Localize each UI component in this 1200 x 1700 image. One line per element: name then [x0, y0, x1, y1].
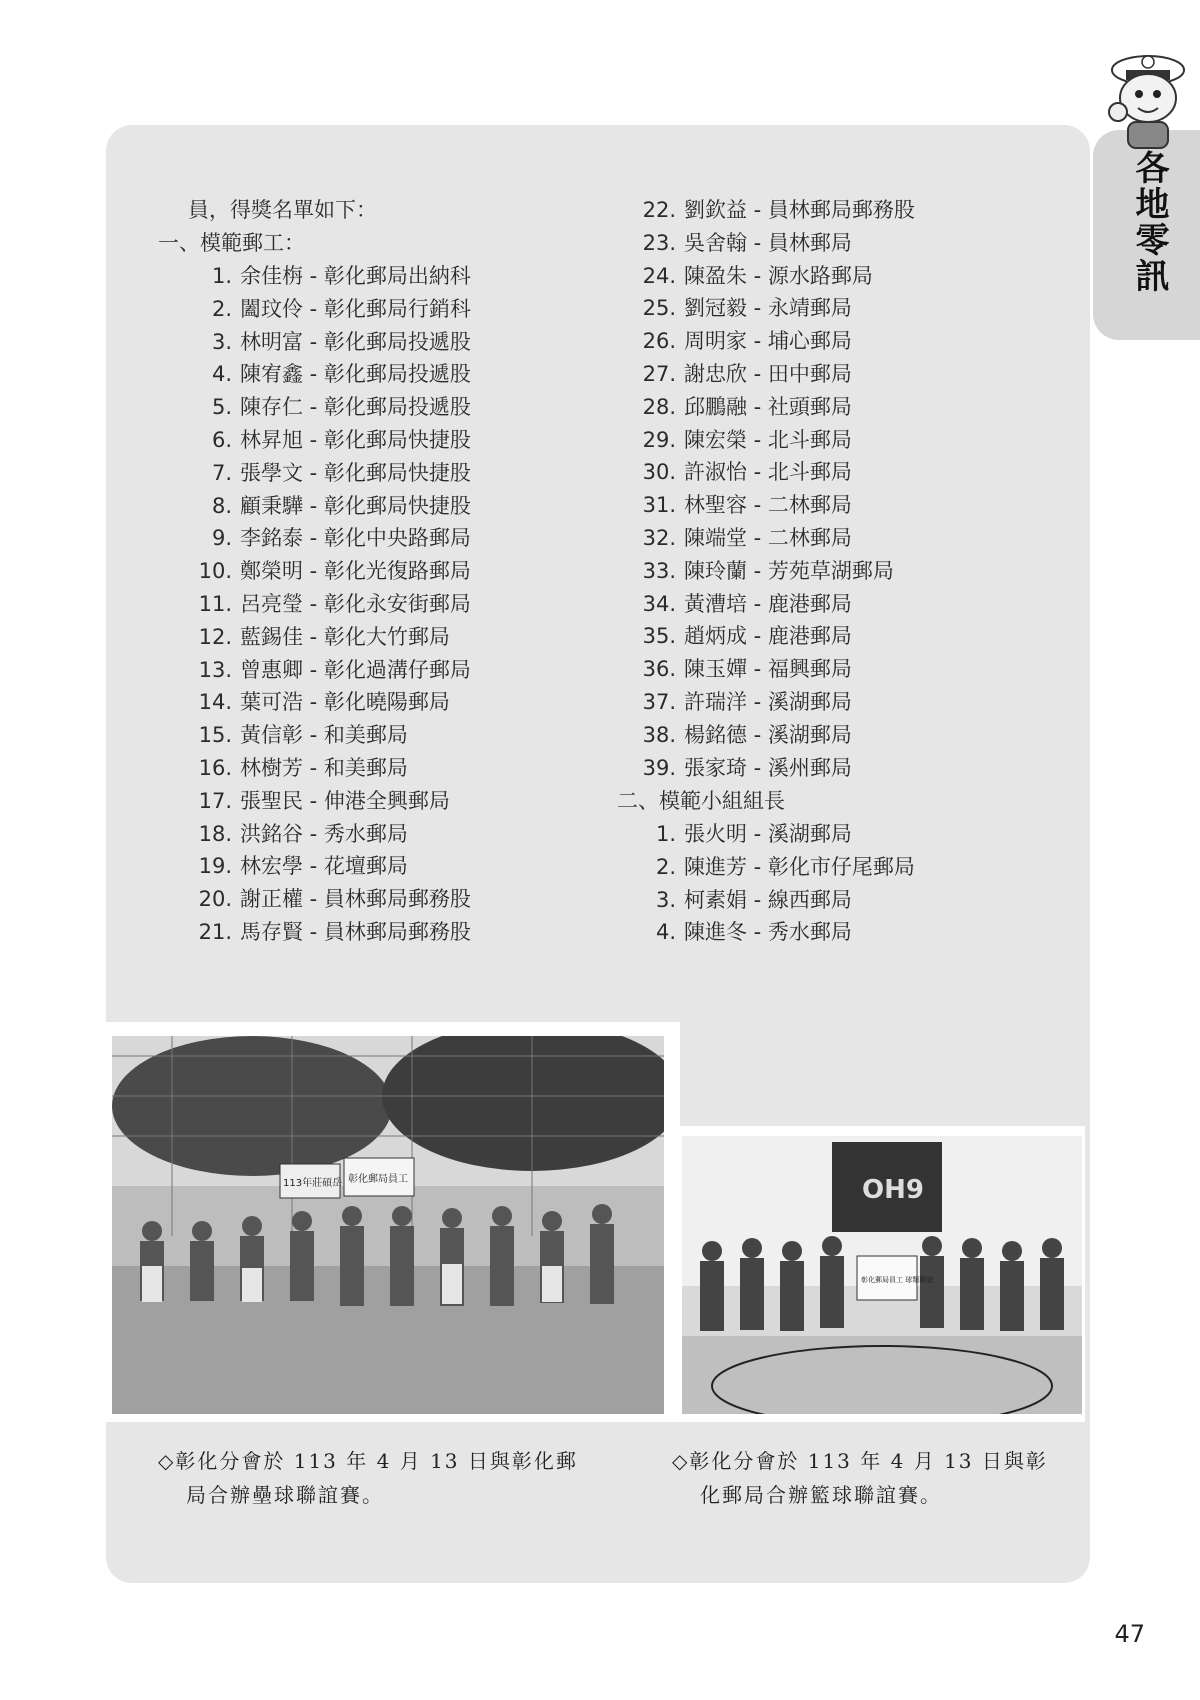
list-item-text: 張聖民 - 伸港全興郵局 — [240, 788, 450, 813]
softball-banner-text-2: 彰化郵局員工 — [348, 1174, 408, 1185]
list-item-text: 楊銘德 - 溪湖郵局 — [684, 722, 852, 747]
list-item-text: 林明富 - 彰化郵局投遞股 — [240, 329, 471, 354]
list-item — [640, 456, 915, 489]
list-item-number: 12. — [198, 624, 232, 649]
list-item — [196, 293, 471, 326]
list-item-text: 林昇旭 - 彰化郵局快捷股 — [240, 427, 471, 452]
list-item — [640, 358, 915, 391]
list-item-text: 陳宥鑫 - 彰化郵局投遞股 — [240, 362, 471, 387]
list-item-number: 11. — [198, 591, 232, 616]
list-item-number: 4. — [211, 362, 232, 387]
section-tab-label: 各地零訊 — [1129, 150, 1169, 294]
list-item-number: 15. — [198, 723, 232, 748]
list-item-text: 陳玉嬋 - 福興郵局 — [684, 657, 852, 682]
list-item — [640, 916, 915, 949]
list-item-number: 25. — [642, 296, 676, 321]
list-item — [640, 851, 915, 884]
list-item — [196, 490, 471, 523]
list-item — [196, 850, 471, 883]
list-item-number: 17. — [198, 788, 232, 813]
list-item-text: 謝正權 - 員林郵局郵務股 — [240, 887, 471, 912]
list-item-number: 3. — [211, 329, 232, 354]
list-item — [640, 588, 915, 621]
softball-banner-text: 113年莊碩岳 — [283, 1178, 343, 1189]
list-item-text: 劉冠毅 - 永靖郵局 — [684, 296, 852, 321]
list-item-text: 曾惠卿 - 彰化過溝仔郵局 — [240, 657, 471, 682]
list-item-number: 2. — [211, 296, 232, 321]
list-item-number: 4. — [655, 920, 676, 945]
list-item — [640, 489, 915, 522]
list-item-text: 李銘泰 - 彰化中央路郵局 — [240, 526, 471, 551]
list-item — [196, 686, 471, 719]
list-item-number: 23. — [642, 230, 676, 255]
list-item-text: 吳舍翰 - 員林郵局 — [684, 230, 852, 255]
list-item — [640, 620, 915, 653]
softball-team-photo — [112, 1036, 664, 1414]
basketball-banner-text: OH9 — [862, 1175, 924, 1205]
list-item-number: 5. — [211, 395, 232, 420]
list-item-text: 顧秉驊 - 彰化郵局快捷股 — [240, 493, 471, 518]
list-item — [196, 391, 471, 424]
list-item-text: 呂亮瑩 - 彰化永安街郵局 — [240, 591, 471, 616]
list-item-text: 黃信彰 - 和美郵局 — [240, 723, 408, 748]
list-item-text: 陳宏榮 - 北斗郵局 — [684, 427, 852, 452]
list-item-number: 34. — [642, 591, 676, 616]
list-item-number: 35. — [642, 624, 676, 649]
list-item-text: 洪銘谷 - 秀水郵局 — [240, 821, 408, 846]
intro-line: 員，得獎名單如下： — [188, 198, 377, 222]
list-item-text: 許淑怡 - 北斗郵局 — [684, 460, 852, 485]
list-item — [196, 785, 471, 818]
list-item-text: 陳進芳 - 彰化市仔尾郵局 — [684, 854, 915, 879]
list-item-text: 陳進冬 - 秀水郵局 — [684, 920, 852, 945]
list-item — [196, 916, 471, 949]
list-item — [196, 260, 471, 293]
list-item — [640, 653, 915, 686]
list-item-number: 32. — [642, 525, 676, 550]
list-item-number: 7. — [211, 460, 232, 485]
list-item — [196, 752, 471, 785]
list-item-text: 柯素娟 - 線西郵局 — [684, 887, 852, 912]
list-item-number: 33. — [642, 558, 676, 583]
basketball-team-photo — [682, 1136, 1082, 1414]
list-item-text: 許瑞洋 - 溪湖郵局 — [684, 689, 852, 714]
list-item-text: 劉欽益 - 員林郵局郵務股 — [684, 198, 915, 222]
list-item — [640, 227, 915, 260]
list-item-number: 30. — [642, 460, 676, 485]
list-item — [196, 457, 471, 490]
list-item — [640, 325, 915, 358]
list-item-text: 黃漕培 - 鹿港郵局 — [684, 591, 852, 616]
list-item — [640, 719, 915, 752]
list-item-text: 邱鵬融 - 社頭郵局 — [684, 394, 852, 419]
list-item-number: 13. — [198, 657, 232, 682]
list-item-number: 36. — [642, 657, 676, 682]
category-2-heading: 二、模範小組組長 — [617, 789, 785, 813]
list-item-number: 31. — [642, 493, 676, 518]
list-item — [640, 686, 915, 719]
list-item-number: 27. — [642, 361, 676, 386]
caption-softball-line-1: ◇彰化分會於 113 年 4 月 13 日與彰化郵 — [158, 1449, 578, 1473]
list-item — [196, 424, 471, 457]
list-item-text: 馬存賢 - 員林郵局郵務股 — [240, 919, 471, 944]
list-item — [640, 292, 915, 325]
mascot-illustration — [1100, 40, 1196, 152]
list-item-text: 張火明 - 溪湖郵局 — [684, 822, 852, 846]
list-item-number: 22. — [642, 198, 676, 222]
caption-basketball-line-2: 化郵局合辦籃球聯誼賽。 — [700, 1483, 942, 1507]
list-item-text: 林宏學 - 花壇郵局 — [240, 854, 408, 879]
list-item — [196, 358, 471, 391]
list-item — [196, 555, 471, 588]
list-item-text: 林聖容 - 二林郵局 — [684, 493, 852, 518]
list-item — [196, 522, 471, 555]
list-item-number: 14. — [198, 690, 232, 715]
award-list-right — [640, 194, 915, 784]
list-item-text: 趙炳成 - 鹿港郵局 — [684, 624, 852, 649]
list-item-number: 10. — [198, 559, 232, 584]
list-item-number: 1. — [655, 822, 676, 846]
list-item-text: 陳玲蘭 - 芳苑草湖郵局 — [684, 558, 894, 583]
list-item — [196, 719, 471, 752]
list-item — [196, 883, 471, 916]
list-item — [640, 391, 915, 424]
list-item-number: 24. — [642, 263, 676, 288]
list-item-text: 藍錫佳 - 彰化大竹郵局 — [240, 624, 450, 649]
list-item-text: 鄭榮明 - 彰化光復路郵局 — [240, 559, 471, 584]
list-item-number: 39. — [642, 755, 676, 780]
list-item — [640, 194, 915, 227]
list-item — [640, 522, 915, 555]
list-item — [196, 818, 471, 851]
award-list-left — [196, 260, 471, 949]
caption-softball — [158, 1444, 578, 1512]
list-item-number: 29. — [642, 427, 676, 452]
list-item-text: 張家琦 - 溪州郵局 — [684, 755, 852, 780]
list-item — [640, 752, 915, 785]
list-item-number: 6. — [211, 427, 232, 452]
list-item-text: 謝忠欣 - 田中郵局 — [684, 361, 852, 386]
list-item — [640, 884, 915, 917]
list-item-text: 陳端堂 - 二林郵局 — [684, 525, 852, 550]
list-item — [640, 424, 915, 457]
list-item-text: 余佳栴 - 彰化郵局出納科 — [240, 264, 471, 288]
list-item — [640, 818, 915, 851]
list-item-number: 21. — [198, 919, 232, 944]
group-leader-list — [640, 818, 915, 949]
list-item-number: 9. — [211, 526, 232, 551]
list-item — [640, 260, 915, 293]
list-item — [196, 621, 471, 654]
list-item-number: 38. — [642, 722, 676, 747]
list-item-text: 陳存仁 - 彰化郵局投遞股 — [240, 395, 471, 420]
category-1-heading: 一、模範郵工： — [158, 231, 305, 255]
list-item-number: 28. — [642, 394, 676, 419]
list-item-number: 18. — [198, 821, 232, 846]
list-item-text: 闔玟伶 - 彰化郵局行銷科 — [240, 296, 471, 321]
list-item-text: 周明家 - 埔心郵局 — [684, 329, 852, 354]
list-item-text: 葉可浩 - 彰化曉陽郵局 — [240, 690, 450, 715]
list-item-number: 8. — [211, 493, 232, 518]
list-item — [640, 555, 915, 588]
list-item-number: 16. — [198, 755, 232, 780]
list-item-number: 1. — [211, 264, 232, 288]
list-item-text: 林樹芳 - 和美郵局 — [240, 755, 408, 780]
list-item-number: 19. — [198, 854, 232, 879]
list-item-number: 20. — [198, 887, 232, 912]
list-item-number: 26. — [642, 329, 676, 354]
list-item — [196, 326, 471, 359]
list-item — [196, 654, 471, 687]
list-item — [196, 588, 471, 621]
list-item-number: 37. — [642, 689, 676, 714]
list-item-number: 2. — [655, 854, 676, 879]
basketball-sign-text: 彰化郵局員工 球類聯誼 — [861, 1276, 934, 1284]
caption-softball-line-2: 局合辦壘球聯誼賽。 — [186, 1483, 384, 1507]
list-item-text: 張學文 - 彰化郵局快捷股 — [240, 460, 471, 485]
page-number: 47 — [1114, 1620, 1145, 1648]
caption-basketball-line-1: ◇彰化分會於 113 年 4 月 13 日與彰 — [672, 1449, 1048, 1473]
caption-basketball — [672, 1444, 1048, 1512]
list-item-number: 3. — [655, 887, 676, 912]
list-item-text: 陳盈朱 - 源水路郵局 — [684, 263, 873, 288]
